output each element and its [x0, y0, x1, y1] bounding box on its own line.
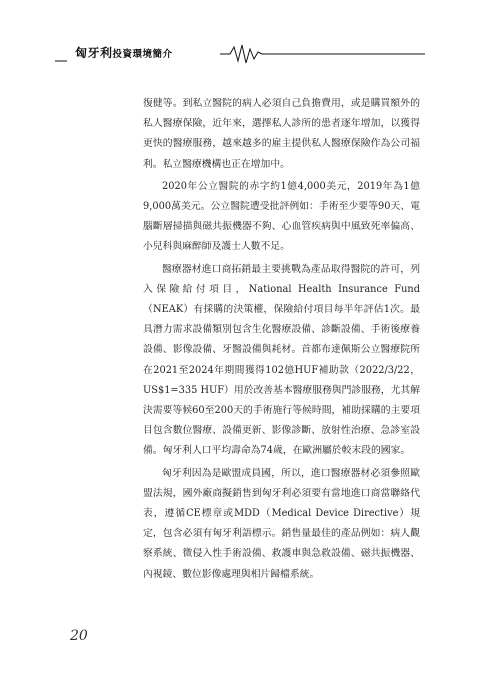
- body-text: [143, 94, 420, 587]
- header-title: [75, 44, 173, 61]
- header-title-main: 匈牙利: [75, 46, 113, 60]
- page-number: 20: [70, 628, 88, 644]
- running-header: [55, 42, 425, 68]
- paragraph-2: 2020年公立醫院的赤字約1億4,000美元，2019年為1億9,000萬美元。公立醫院遭受批評例如：手術至少要等90天、電腦斷層掃描與磁共振機器不夠、心血管疾病與中風致死率偏高、小兒科與麻醉師及護士人數不足。: [143, 180, 420, 253]
- paragraph-3: 醫療器材進口商拓銷最主要挑戰為產品取得醫院的許可，列入保險給付項目，National Health Insurance Fund（NEAK）有採購的決策權，保險給付項目每半年評估1次。最具潛力需求設備類別包含生化醫療設備、診斷設備、手術後療養設備、影像設備、牙醫設備與耗材。首都布達佩斯公立醫療院所在2021至2024年期間獲得102億HUF補助款（2022/3/22，US$1=335 HUF）用於改善基本醫療服務與門診服務，尤其解決需要等候60至200天的手術施行等候時間，補助採購的主要項目包含數位醫療、設備更新、影像診斷、放射性治療、急診室設備。匈牙利人口平均壽命為74歲，在歐洲屬於較末段的國家。: [143, 263, 420, 457]
- paragraph-4: 匈牙利因為是歐盟成員國，所以，進口醫療器材必須參照歐盟法規，國外廠商擬銷售到匈牙利必須要有當地進口商當聯絡代表，遵循CE標章或MDD（Medical Device Directive）規定，包含必須有匈牙利語標示。銷售量最佳的產品例如：病人觀察系統、微侵入性手術設備、救護車與急救設備、磁共振機器、內視鏡、數位影像處理與相片歸檔系統。: [143, 467, 420, 580]
- paragraph-1: 復健等。到私立醫院的病人必須自己負擔費用，或是購買額外的私人醫療保險，近年來，選擇私人診所的患者逐年增加，以獲得更快的醫療服務，越來越多的雇主提供私人醫療保險作為公司福利。私立醫療機構也正在增加中。: [143, 98, 420, 170]
- header-title-sub: 投資環境簡介: [112, 49, 173, 60]
